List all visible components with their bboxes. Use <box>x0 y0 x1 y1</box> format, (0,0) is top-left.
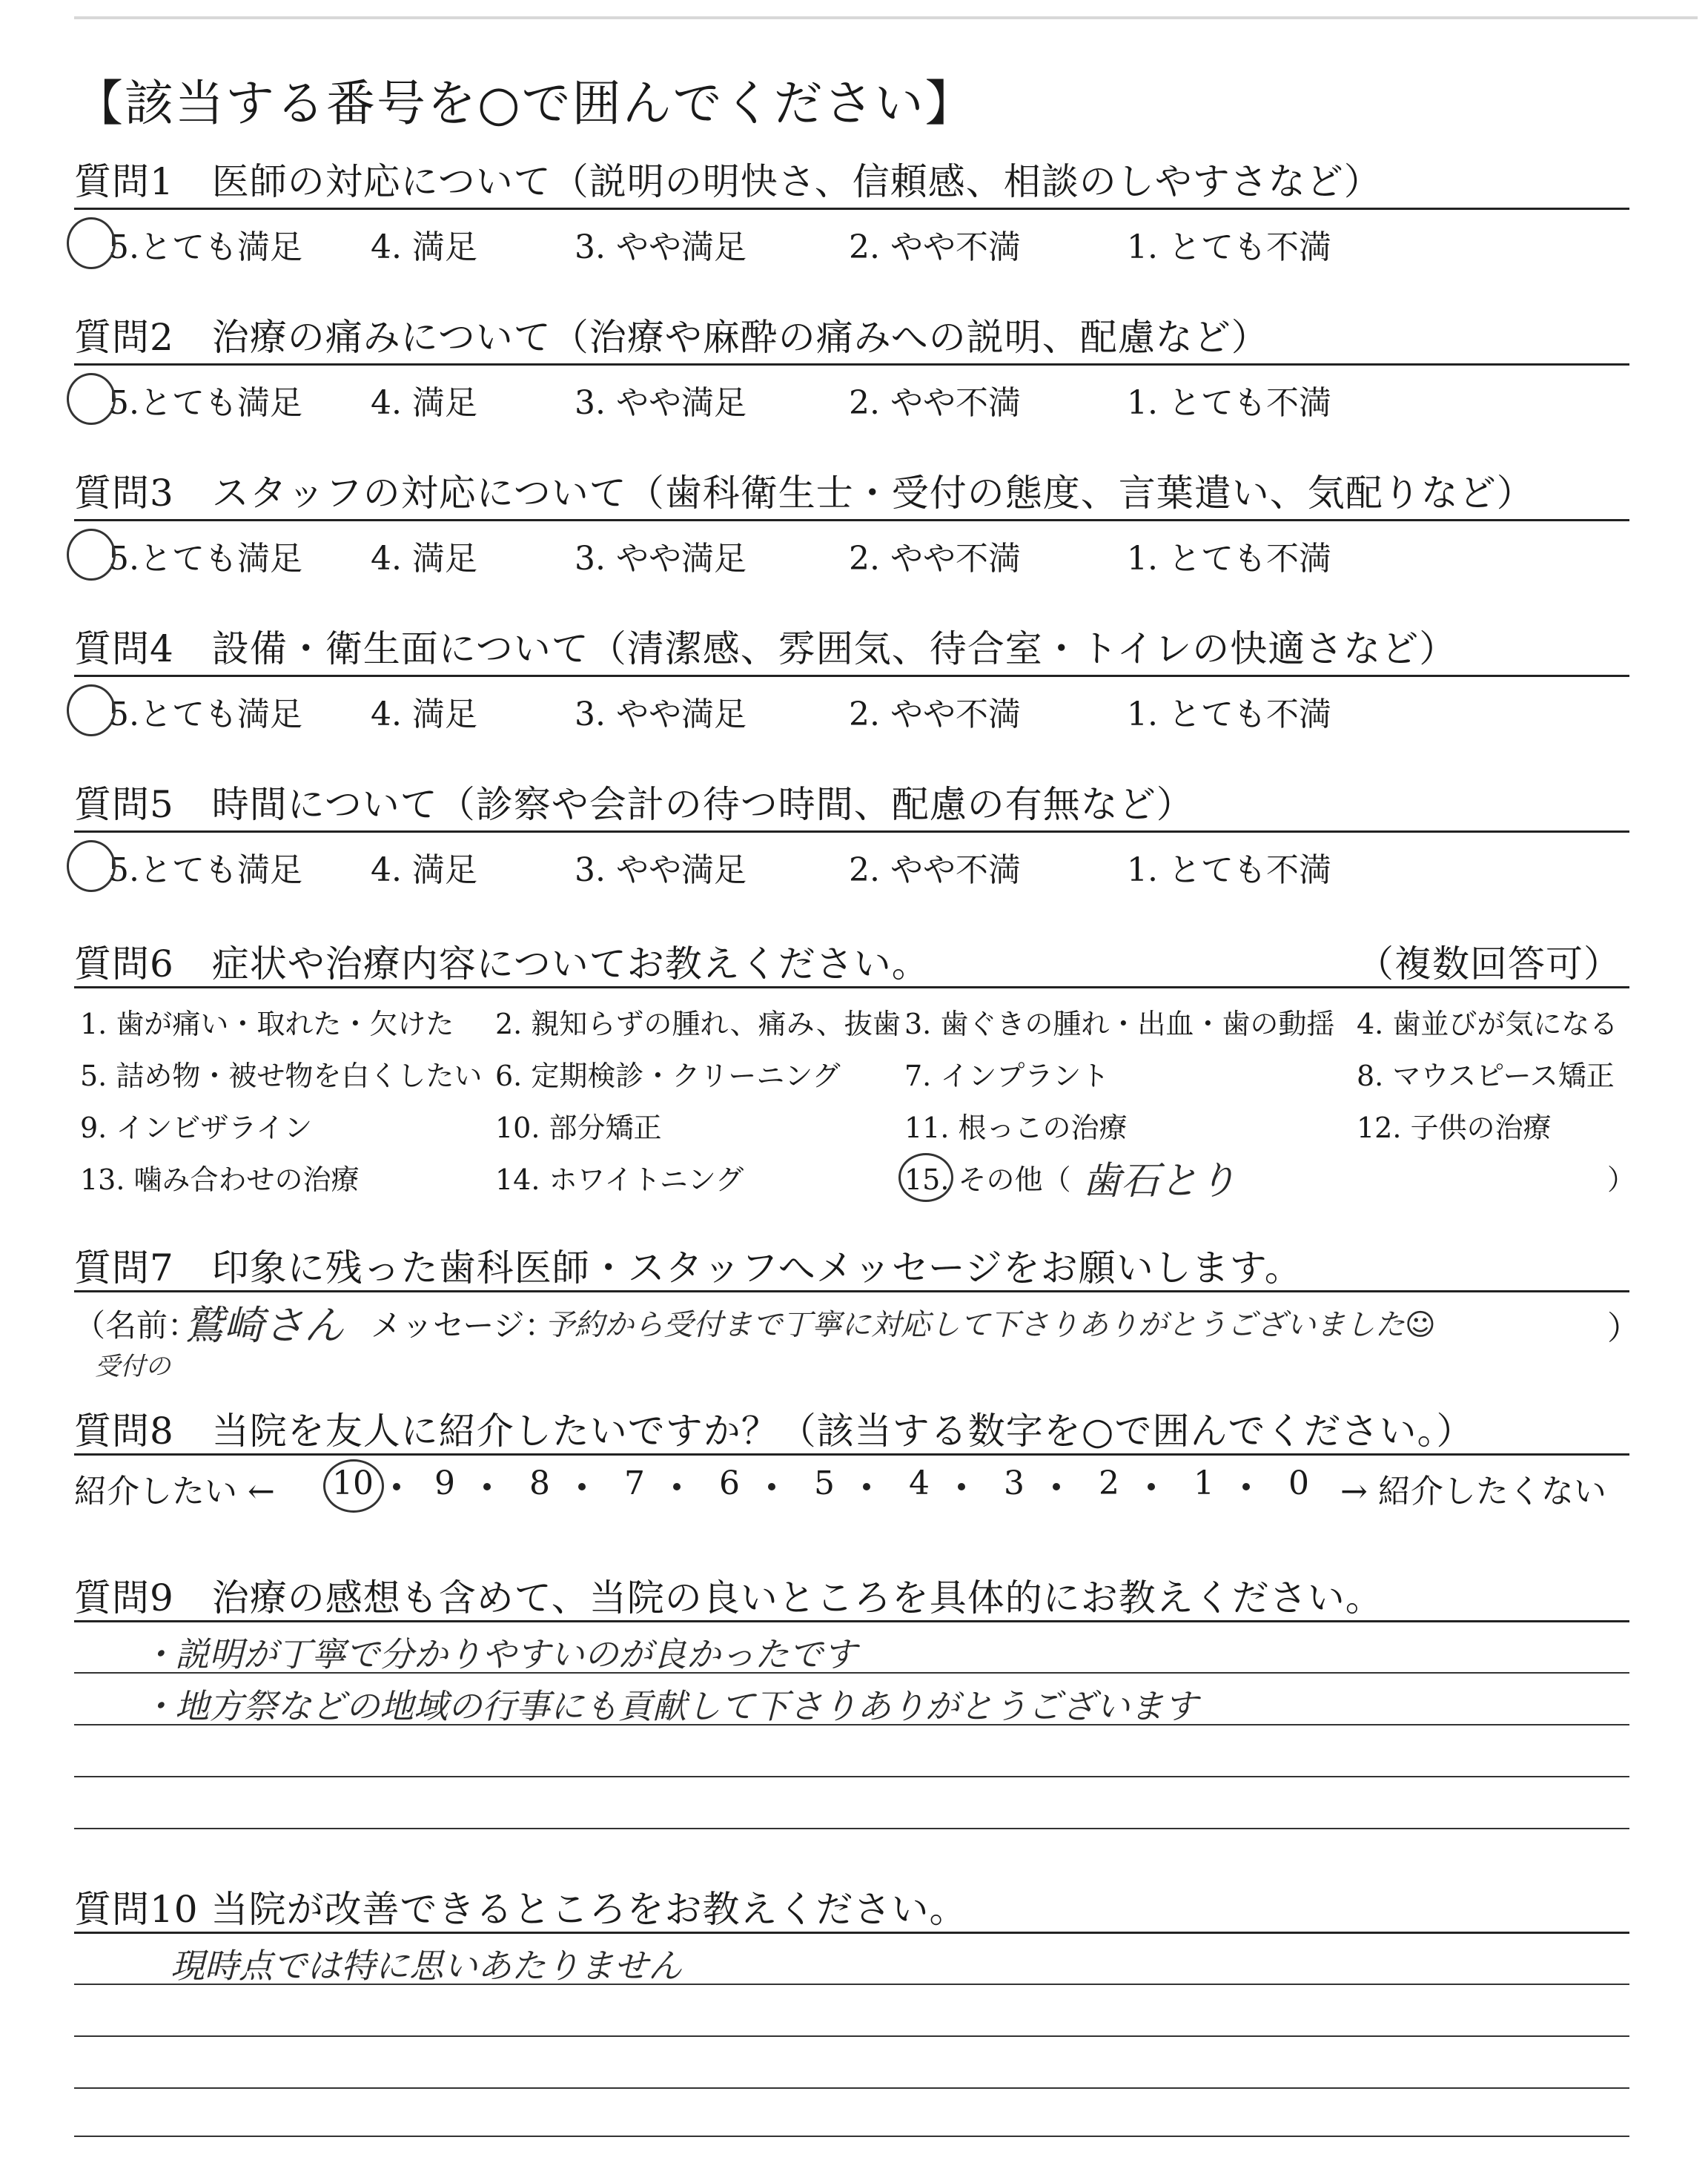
q8-right-label: → 紹介したくない <box>1340 1473 1606 1510</box>
q6-other-close: ） <box>1607 1163 1636 1196</box>
q3-option-2[interactable]: 2. やや不満 <box>849 540 1021 578</box>
q2-title: 質問2 治療の痛みについて（治療や麻酔の痛みへの説明、配慮など） <box>74 316 1269 359</box>
q6-option-5[interactable]: 5. 詰め物・被せ物を白くしたい <box>80 1060 483 1092</box>
q8-scale-4[interactable]: 4 <box>909 1464 930 1502</box>
q9-rule-5 <box>74 1828 1629 1829</box>
q6-note: （複数回答可） <box>1357 942 1621 985</box>
q1-title: 質問1 医師の対応について（説明の明快さ、信頼感、相談のしやすさなど） <box>74 160 1382 203</box>
q6-option-11[interactable]: 11. 根っこの治療 <box>904 1112 1128 1144</box>
q8-scale-separator <box>483 1483 491 1490</box>
q4-option-1[interactable]: 1. とても不満 <box>1127 696 1331 733</box>
q2-option-1[interactable]: 1. とても不満 <box>1127 384 1331 422</box>
q9-answer-2: ・地方祭などの地域の行事にも貢献して下さりありがとうございます <box>141 1686 1198 1726</box>
q8-scale-separator <box>768 1483 775 1490</box>
q8-scale-5[interactable]: 5 <box>814 1464 835 1502</box>
q5-option-2[interactable]: 2. やや不満 <box>849 851 1021 889</box>
q3-option-1[interactable]: 1. とても不満 <box>1127 540 1331 578</box>
q1-rule <box>74 208 1629 210</box>
q8-rule <box>74 1453 1629 1456</box>
q7-message-value: 予約から受付まで丁寧に対応して下さりありがとうございました☺ <box>545 1308 1436 1342</box>
q6-option-14[interactable]: 14. ホワイトニング <box>495 1163 744 1196</box>
q6-option-9[interactable]: 9. インビザライン <box>80 1112 313 1144</box>
q10-rule-4 <box>74 2087 1629 2089</box>
q8-scale-7[interactable]: 7 <box>624 1464 645 1502</box>
q2-rule <box>74 363 1629 366</box>
q8-scale-separator <box>1242 1483 1250 1490</box>
q6-option-8[interactable]: 8. マウスピース矯正 <box>1357 1060 1615 1092</box>
q8-left-label: 紹介したい ← <box>74 1473 275 1510</box>
q10-title: 質問10 当院が改善できるところをお教えください。 <box>74 1888 967 1931</box>
q4-option-4[interactable]: 4. 満足 <box>371 696 477 733</box>
q6-option-15[interactable]: 15. その他（ <box>904 1163 1071 1196</box>
q8-scale-3[interactable]: 3 <box>1004 1464 1025 1502</box>
q8-scale-1[interactable]: 1 <box>1194 1464 1214 1502</box>
q1-option-5[interactable]: 5.とても満足 <box>108 228 302 266</box>
q8-title: 質問8 当院を友人に紹介したいですか？（該当する数字を○で囲んでください。） <box>74 1410 1474 1453</box>
q5-rule <box>74 830 1629 833</box>
q6-rule <box>74 986 1629 988</box>
q6-title: 質問6 症状や治療内容についてお教えください。 <box>74 942 930 985</box>
q6-option-3[interactable]: 3. 歯ぐきの腫れ・出血・歯の動揺 <box>904 1008 1335 1040</box>
q9-rule-4 <box>74 1776 1629 1777</box>
q5-option-3[interactable]: 3. やや満足 <box>575 851 747 889</box>
q3-selection-circle <box>67 529 116 581</box>
q4-selection-circle <box>67 684 116 736</box>
q6-option-7[interactable]: 7. インプラント <box>904 1060 1110 1092</box>
q6-option-4[interactable]: 4. 歯並びが気になる <box>1357 1008 1618 1040</box>
q3-rule <box>74 519 1629 521</box>
q8-scale-separator <box>393 1483 400 1490</box>
q7-rule <box>74 1290 1629 1292</box>
q6-option-10[interactable]: 10. 部分矯正 <box>495 1112 662 1144</box>
q8-scale-separator <box>1053 1483 1060 1490</box>
q8-scale-9[interactable]: 9 <box>434 1464 455 1502</box>
q4-option-5[interactable]: 5.とても満足 <box>108 696 302 733</box>
q5-option-5[interactable]: 5.とても満足 <box>108 851 302 889</box>
q8-selection-circle <box>323 1459 384 1513</box>
page-title: 【該当する番号を○で囲んでください】 <box>74 75 976 132</box>
q2-selection-circle <box>67 373 116 425</box>
q4-option-2[interactable]: 2. やや不満 <box>849 696 1021 733</box>
q6-option-1[interactable]: 1. 歯が痛い・取れた・欠けた <box>80 1008 454 1040</box>
q8-scale-6[interactable]: 6 <box>719 1464 740 1502</box>
q10-rule-5 <box>74 2136 1629 2137</box>
q5-option-4[interactable]: 4. 満足 <box>371 851 477 889</box>
q10-rule-1 <box>74 1932 1629 1934</box>
q8-scale-separator <box>578 1483 586 1490</box>
q8-scale-separator <box>958 1483 965 1490</box>
q9-title: 質問9 治療の感想も含めて、当院の良いところを具体的にお教えください。 <box>74 1576 1383 1619</box>
top-divider <box>74 16 1698 19</box>
q2-option-2[interactable]: 2. やや不満 <box>849 384 1021 422</box>
q8-scale-separator <box>863 1483 870 1490</box>
q1-option-2[interactable]: 2. やや不満 <box>849 228 1021 266</box>
q5-title: 質問5 時間について（診察や会計の待つ時間、配慮の有無など） <box>74 783 1194 826</box>
q5-selection-circle <box>67 840 116 892</box>
q6-option-13[interactable]: 13. 噛み合わせの治療 <box>80 1163 360 1196</box>
q8-scale-8[interactable]: 8 <box>529 1464 550 1502</box>
q9-rule-1 <box>74 1620 1629 1622</box>
q7-message-label: メッセージ： <box>371 1307 556 1344</box>
q8-scale-separator <box>1148 1483 1155 1490</box>
q6-option-6[interactable]: 6. 定期検診・クリーニング <box>495 1060 841 1092</box>
q7-name-label: （名前： <box>74 1307 199 1344</box>
q7-name-note: 受付の <box>95 1352 171 1381</box>
q1-option-1[interactable]: 1. とても不満 <box>1127 228 1331 266</box>
q3-title: 質問3 スタッフの対応について（歯科衛生士・受付の態度、言葉遣い、気配りなど） <box>74 472 1535 515</box>
q5-option-1[interactable]: 1. とても不満 <box>1127 851 1331 889</box>
q8-scale-10[interactable]: 10 <box>332 1464 374 1502</box>
q2-option-4[interactable]: 4. 満足 <box>371 384 477 422</box>
q2-option-5[interactable]: 5.とても満足 <box>108 384 302 422</box>
q8-scale-2[interactable]: 2 <box>1099 1464 1119 1502</box>
q9-answer-1: ・説明が丁寧で分かりやすいのが良かったです <box>141 1634 857 1674</box>
q10-rule-3 <box>74 2035 1629 2037</box>
q7-name-value: 鷲崎さん <box>184 1302 344 1349</box>
q10-answer-1: 現時点では特に思いあたりません <box>171 1946 682 1986</box>
q8-scale-0[interactable]: 0 <box>1288 1464 1309 1502</box>
q3-option-5[interactable]: 5.とても満足 <box>108 540 302 578</box>
q1-option-3[interactable]: 3. やや満足 <box>575 228 747 266</box>
q4-option-3[interactable]: 3. やや満足 <box>575 696 747 733</box>
q4-title: 質問4 設備・衛生面について（清潔感、雰囲気、待合室・トイレの快適さなど） <box>74 627 1457 670</box>
q7-title: 質問7 印象に残った歯科医師・スタッフへメッセージをお願いします。 <box>74 1246 1302 1289</box>
q7-close-paren: ） <box>1607 1309 1640 1347</box>
q6-option-2[interactable]: 2. 親知らずの腫れ、痛み、抜歯 <box>495 1008 901 1040</box>
q1-option-4[interactable]: 4. 満足 <box>371 228 477 266</box>
q6-option-12[interactable]: 12. 子供の治療 <box>1357 1112 1552 1144</box>
q1-selection-circle <box>67 217 116 269</box>
q6-other-text: 歯石とり <box>1082 1159 1237 1203</box>
q2-option-3[interactable]: 3. やや満足 <box>575 384 747 422</box>
q8-scale-separator <box>673 1483 681 1490</box>
q6-selection-circle <box>898 1153 953 1202</box>
q3-option-4[interactable]: 4. 満足 <box>371 540 477 578</box>
q4-rule <box>74 675 1629 677</box>
q3-option-3[interactable]: 3. やや満足 <box>575 540 747 578</box>
